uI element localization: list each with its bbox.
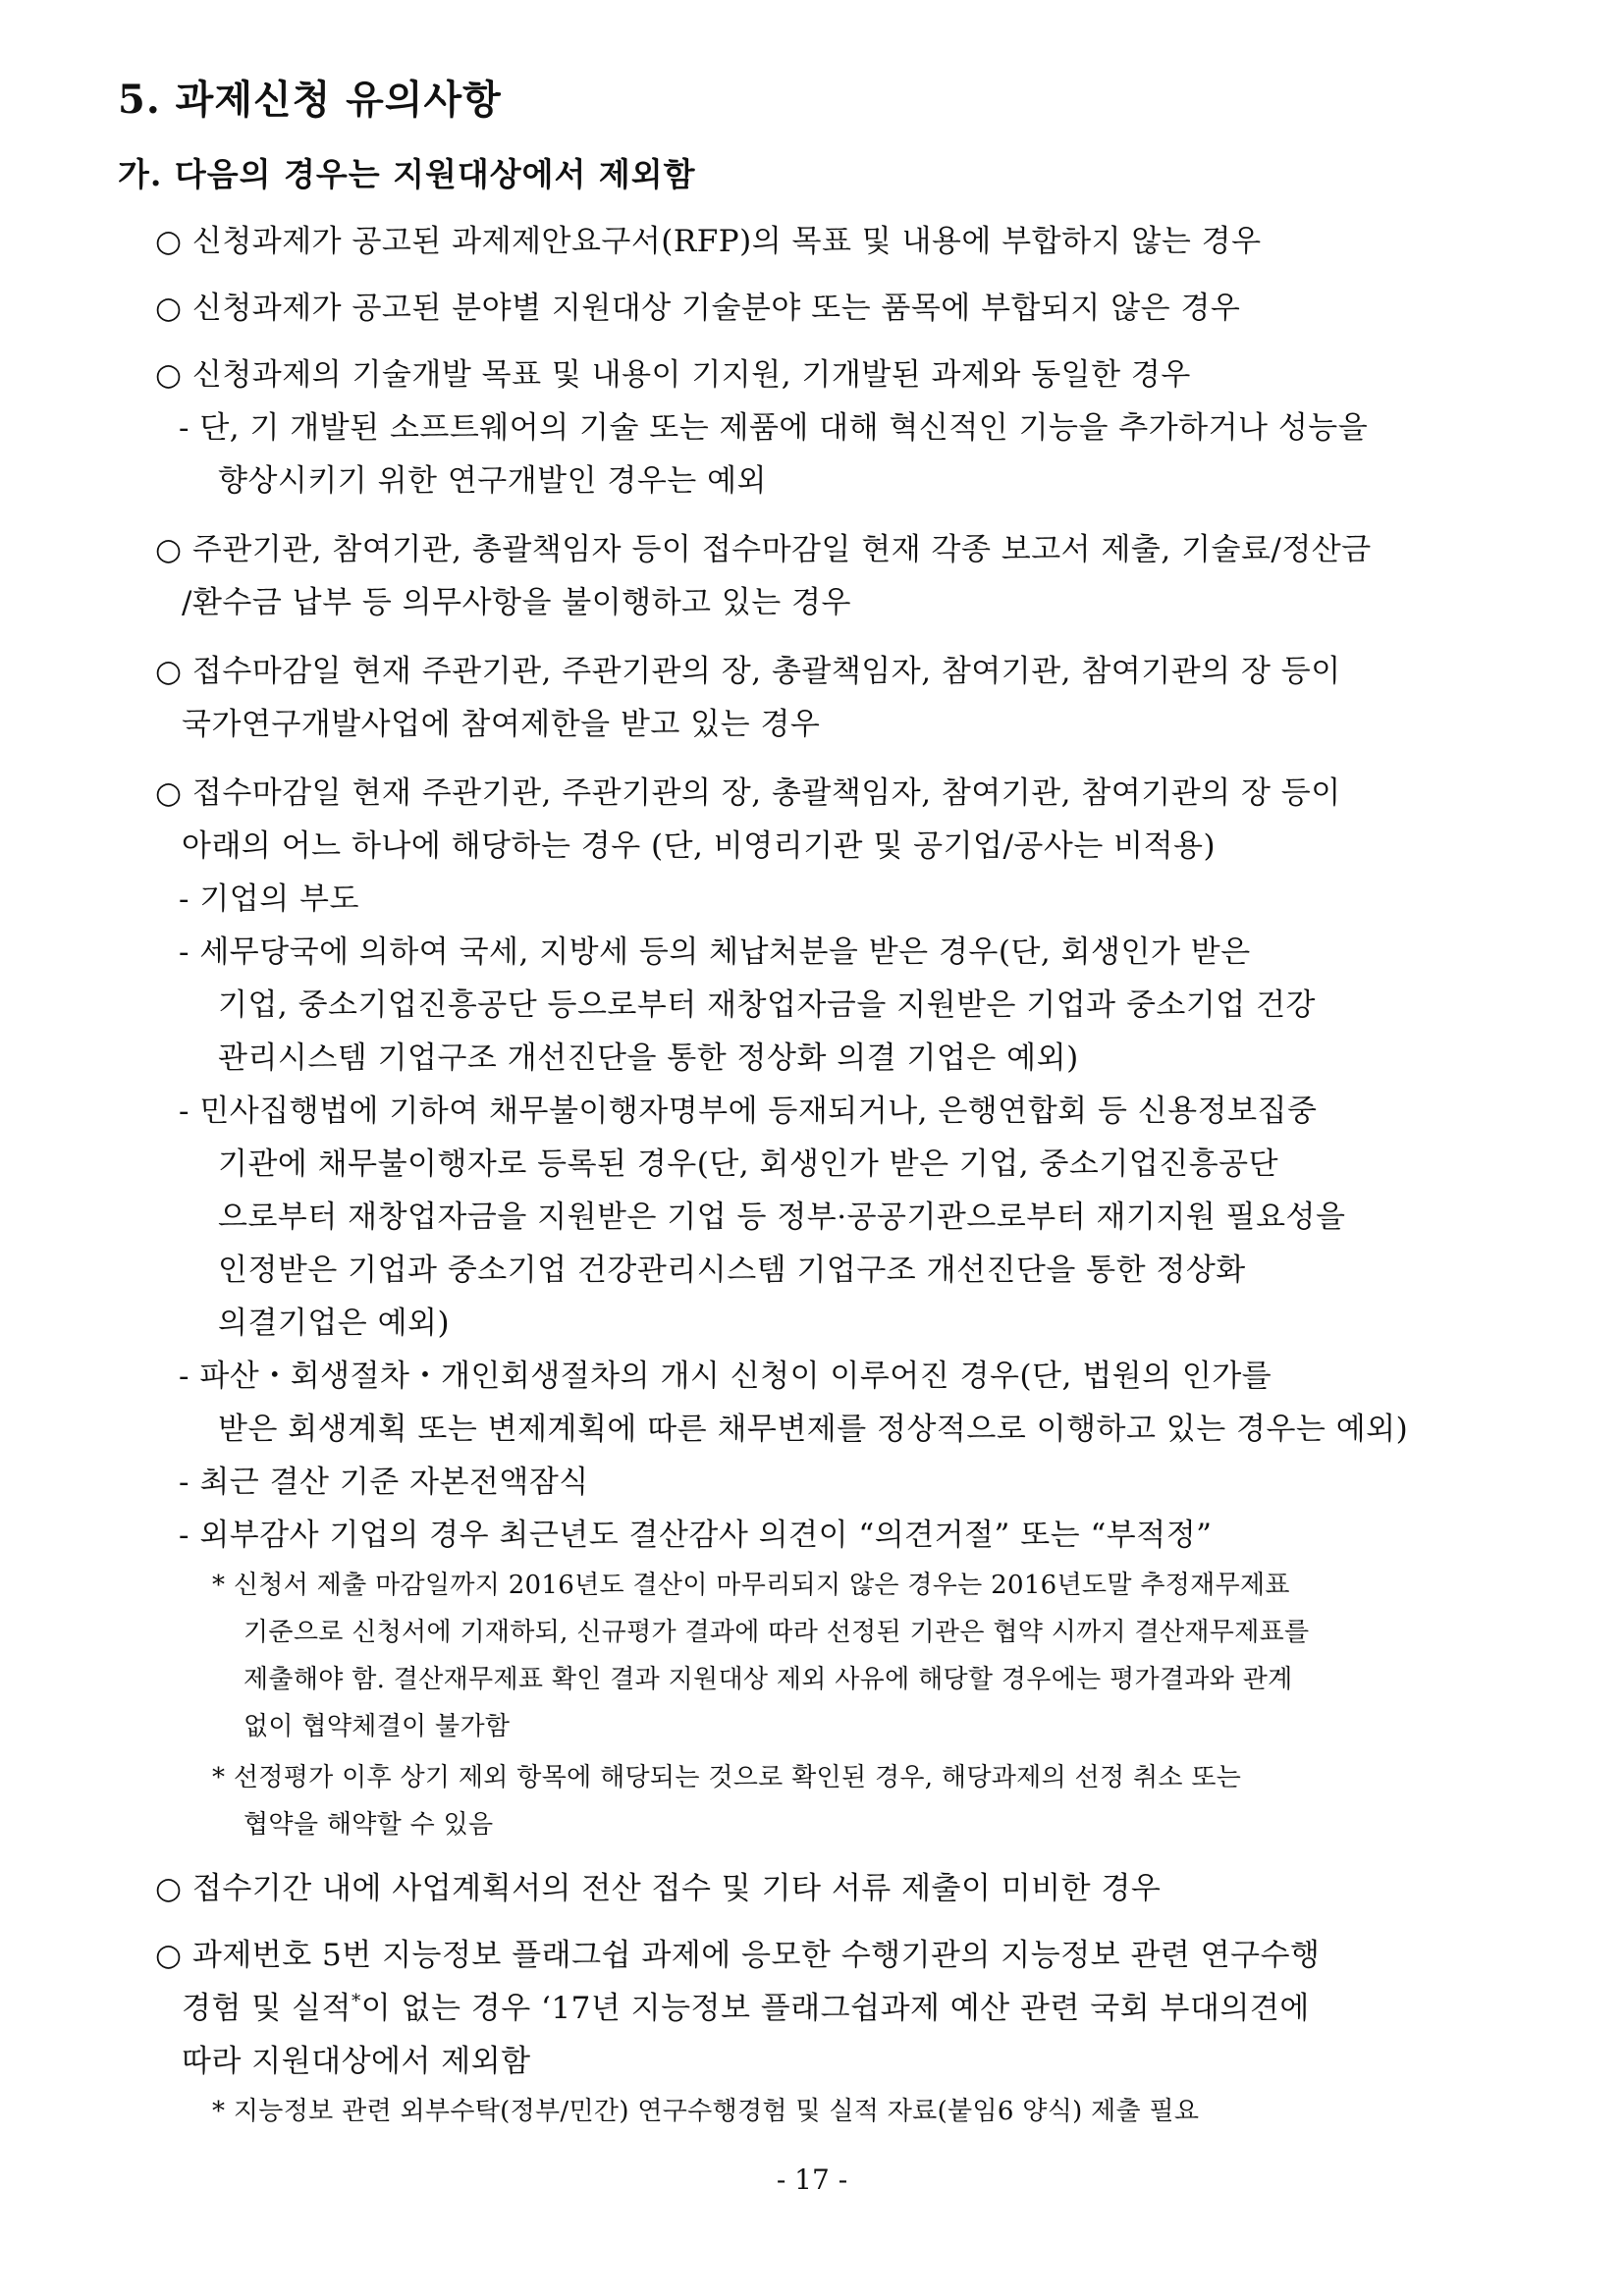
note-cancel-line1: * 선정평가 이후 상기 제외 항목에 해당되는 것으로 확인된 경우, 해당과제의 선정 취소 또는 (212, 1763, 1242, 1792)
section-subtitle: 가. 다음의 경우는 지원대상에서 제외함 (118, 155, 696, 193)
section-title: 5. 과제신청 유의사항 (118, 77, 502, 123)
dash-tax-line1: - 세무당국에 의하여 국세, 지방세 등의 체납처분을 받은 경우(단, 회생인가 받은 (179, 934, 1251, 970)
bullet-duplicate: ○ 신청과제의 기술개발 목표 및 내용이 기지원, 기개발된 과제와 동일한 경우 (155, 357, 1191, 393)
bullet-obligation-line1: ○ 주관기관, 참여기관, 총괄책임자 등이 접수마감일 현재 각종 보고서 제출, 기술료/정산금 (155, 532, 1372, 567)
note-settlement-line2: 기준으로 신청서에 기재하되, 신규평가 결과에 따라 선정된 기관은 협약 시까지 결산재무제표를 (244, 1618, 1310, 1647)
note-settlement-line3: 제출해야 함. 결산재무제표 확인 결과 지원대상 제외 사유에 해당할 경우에는 평가결과와 관계 (244, 1665, 1293, 1694)
note-cancel-line2: 협약을 해약할 수 있음 (244, 1810, 494, 1840)
bullet-flagship-line2: 경험 및 실적*이 없는 경우 ‘17년 지능정보 플래그쉽과제 예산 관련 국회 부대의견에 (182, 1991, 1310, 2026)
note-settlement-line1: * 신청서 제출 마감일까지 2016년도 결산이 마무리되지 않은 경우는 2016년도말 추정재무제표 (212, 1571, 1290, 1600)
dash-insolvency-line1: - 파산・회생절차・개인회생절차의 개시 신청이 이루어진 경우(단, 법원의 인가를 (179, 1359, 1272, 1394)
dash-audit: - 외부감사 기업의 경우 최근년도 결산감사 의견이 “의견거절” 또는 “부적정” (179, 1518, 1213, 1553)
dash-default-line2: 기관에 채무불이행자로 등록된 경우(단, 회생인가 받은 기업, 중소기업진흥공단 (218, 1147, 1279, 1182)
dash-exception-line1: - 단, 기 개발된 소프트웨어의 기술 또는 제품에 대해 혁신적인 기능을 추가하거나 성능을 (179, 410, 1369, 446)
dash-default-line1: - 민사집행법에 기하여 채무불이행자명부에 등재되거나, 은행연합회 등 신용정보집중 (179, 1094, 1318, 1129)
note-flagship: * 지능정보 관련 외부수탁(정부/민간) 연구수행경험 및 실적 자료(붙임6 양식) 제출 필요 (212, 2097, 1200, 2126)
bullet-obligation-line2: /환수금 납부 등 의무사항을 불이행하고 있는 경우 (182, 585, 851, 620)
bullet-rfp: ○ 신청과제가 공고된 과제제안요구서(RFP)의 목표 및 내용에 부합하지 않는 경우 (155, 224, 1262, 259)
note-settlement-line4: 없이 협약체결이 불가함 (244, 1712, 511, 1741)
dash-default-line5: 의결기업은 예외) (218, 1306, 451, 1341)
dash-insolvency-line2: 받은 회생계획 또는 변제계획에 따른 채무변제를 정상적으로 이행하고 있는 경우는 예외) (218, 1412, 1409, 1447)
footnote-marker: * (351, 1991, 361, 2012)
bullet-field: ○ 신청과제가 공고된 분야별 지원대상 기술분야 또는 품목에 부합되지 않은 경우 (155, 291, 1241, 326)
bullet-submission: ○ 접수기간 내에 사업계획서의 전산 접수 및 기타 서류 제출이 미비한 경우 (155, 1871, 1162, 1906)
bullet-restriction-line2: 국가연구개발사업에 참여제한을 받고 있는 경우 (182, 707, 821, 742)
dash-bankruptcy: - 기업의 부도 (179, 881, 359, 917)
bullet-status-line1: ○ 접수마감일 현재 주관기관, 주관기관의 장, 총괄책임자, 참여기관, 참여기관의 장 등이 (155, 775, 1341, 811)
bullet-flagship-line3: 따라 지원대상에서 제외함 (182, 2044, 531, 2079)
dash-default-line4: 인정받은 기업과 중소기업 건강관리시스템 기업구조 개선진단을 통한 정상화 (218, 1253, 1246, 1288)
dash-exception-line2: 향상시키기 위한 연구개발인 경우는 예외 (218, 463, 767, 499)
dash-capital: - 최근 결산 기준 자본전액잠식 (179, 1465, 589, 1500)
page-number: - 17 - (776, 2163, 848, 2196)
bullet-flagship-line1: ○ 과제번호 5번 지능정보 플래그쉽 과제에 응모한 수행기관의 지능정보 관련 연구수행 (155, 1938, 1321, 1973)
dash-default-line3: 으로부터 재창업자금을 지원받은 기업 등 정부·공공기관으로부터 재기지원 필요성을 (218, 1200, 1346, 1235)
dash-tax-line2: 기업, 중소기업진흥공단 등으로부터 재창업자금을 지원받은 기업과 중소기업 건강 (218, 988, 1316, 1023)
bullet-restriction-line1: ○ 접수마감일 현재 주관기관, 주관기관의 장, 총괄책임자, 참여기관, 참여기관의 장 등이 (155, 654, 1341, 689)
dash-tax-line3: 관리시스템 기업구조 개선진단을 통한 정상화 의결 기업은 예외) (218, 1041, 1079, 1076)
bullet-status-line2: 아래의 어느 하나에 해당하는 경우 (단, 비영리기관 및 공기업/공사는 비적용) (182, 828, 1217, 864)
